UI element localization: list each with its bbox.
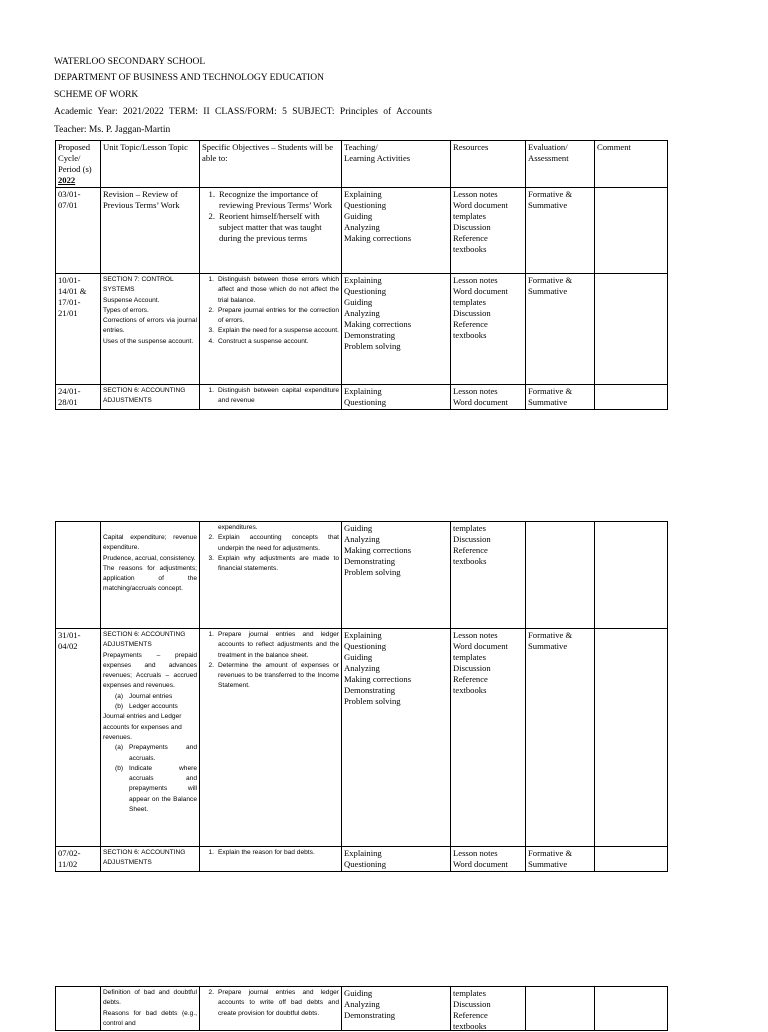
section-title: SECTION 6: ACCOUNTING ADJUSTMENTS: [103, 631, 186, 649]
evaluation-cell: Formative & Summative: [526, 274, 595, 385]
evaluation-cell: Formative & Summative: [526, 847, 595, 872]
resources-cell: templates Discussion Reference textbooks: [451, 987, 526, 1031]
topic-subitem: (a) Prepayments and accruals.: [115, 744, 197, 762]
period-cell: 31/01- 04/02: [56, 629, 101, 847]
col-evaluation-header: Evaluation/ Assessment: [526, 141, 595, 188]
col-comment-header: Comment: [595, 141, 668, 188]
table-row: [56, 188, 668, 274]
section-title: SECTION 6: ACCOUNTING ADJUSTMENTS: [103, 849, 186, 867]
evaluation-cell: Formative & Summative: [526, 385, 595, 410]
table-row: [56, 847, 668, 872]
period-cell: [56, 987, 101, 1031]
activities-cell: Explaining Questioning Guiding Analyzing Making corrections Demonstrating Problem solving: [342, 274, 451, 385]
department-name: DEPARTMENT OF BUSINESS AND TECHNOLOGY EDUCATION: [54, 73, 324, 83]
topic-cell: Revision – Review of Previous Terms’ Work: [101, 188, 200, 274]
table-row: [56, 629, 668, 847]
topic-cell: [101, 385, 200, 410]
objective-item: 1. Recognize the importance of reviewing Previous Terms’ Work: [208, 189, 333, 210]
objectives-cell: [200, 987, 342, 1031]
scheme-table-page3: [55, 986, 668, 1031]
period-cell: 24/01- 28/01: [56, 385, 101, 410]
topic-subitem: (b) Indicate where accruals and prepayments will appear on the Balance Sheet.: [115, 764, 197, 814]
comment-cell: [595, 847, 668, 872]
resources-cell: Lesson notes Word document templates Discussion Reference textbooks: [451, 188, 526, 274]
col-resources-header: Resources: [451, 141, 526, 188]
objective-item: 2. Prepare journal entries and ledger accounts to write off bad debts and create provision for doubtful debts.: [208, 989, 339, 1017]
comment-cell: [595, 385, 668, 410]
topic-cell: [101, 847, 200, 872]
objective-item: 2. Reorient himself/herself with subject matter that was taught during the previous terms: [208, 211, 322, 243]
activities-cell: Explaining Questioning: [342, 847, 451, 872]
resources-cell: Lesson notes Word document templates Discussion Reference textbooks: [451, 274, 526, 385]
period-cell: 03/01- 07/01: [56, 188, 101, 274]
teacher-line: Teacher: Ms. P. Jaggan-Martin: [54, 125, 171, 135]
evaluation-cell: [526, 987, 595, 1031]
table-row: [56, 522, 668, 629]
objective-item: 4. Construct a suspense account.: [208, 337, 309, 345]
topic-cell: SECTION 6: ACCOUNTING ADJUSTMENTS Prepayments – prepaid expenses and advances revenues; Accruals – accrued expenses and revenues. (a) Journal entries (b) Ledger accounts Journal entries and Ledger accounts for expenses and revenues. (a) Prepayments and accruals. (b) Indicate where accruals and prepayments will appear on the Balance Sheet.: [101, 629, 200, 847]
activities-cell: Explaining Questioning Guiding Analyzing Making corrections: [342, 188, 451, 274]
objective-item: 2. Prepare journal entries for the correction of errors.: [208, 306, 339, 325]
school-name: WATERLOO SECONDARY SCHOOL: [54, 57, 206, 67]
activities-cell: Guiding Analyzing Demonstrating: [342, 987, 451, 1031]
table-row: [56, 274, 668, 385]
evaluation-cell: Formative & Summative: [526, 188, 595, 274]
topic-subitem: (b) Ledger accounts: [115, 703, 178, 711]
resources-cell: templates Discussion Reference textbooks: [451, 522, 526, 629]
objective-item: 2. Determine the amount of expenses or revenues to be transferred to the Income Statement.: [208, 661, 339, 690]
evaluation-cell: [526, 522, 595, 629]
document-title: SCHEME OF WORK: [54, 90, 139, 100]
activities-cell: Explaining Questioning: [342, 385, 451, 410]
activities-cell: Explaining Questioning Guiding Analyzing Making corrections Demonstrating Problem solving: [342, 629, 451, 847]
period-cell: [56, 522, 101, 629]
scheme-table-page1: [55, 140, 668, 410]
comment-cell: [595, 522, 668, 629]
objectives-cell: [200, 847, 342, 872]
resources-cell: Lesson notes Word document: [451, 847, 526, 872]
resources-cell: Lesson notes Word document templates Discussion Reference textbooks: [451, 629, 526, 847]
objectives-cell: [200, 385, 342, 410]
col-period-header: Proposed Cycle/ Period (s) 2022: [56, 141, 101, 188]
table-row: [56, 987, 668, 1031]
comment-cell: [595, 629, 668, 847]
year-label: 2022: [58, 175, 76, 185]
evaluation-cell: Formative & Summative: [526, 629, 595, 847]
objective-item: 1. Distinguish between capital expenditure and revenue: [208, 387, 339, 405]
scheme-table-page2: [55, 521, 668, 872]
comment-cell: [595, 987, 668, 1031]
topic-subitem: (a) Journal entries: [115, 692, 173, 700]
objectives-cell: [200, 188, 342, 274]
col-topic-header: Unit Topic/Lesson Topic: [101, 141, 200, 188]
comment-cell: [595, 188, 668, 274]
objective-item: 2. Explain accounting concepts that underpin the need for adjustments.: [208, 534, 339, 552]
period-cell: 07/02- 11/02: [56, 847, 101, 872]
comment-cell: [595, 274, 668, 385]
resources-cell: Lesson notes Word document: [451, 385, 526, 410]
objective-item: 3. Explain why adjustments are made to financial statements.: [208, 554, 339, 573]
topic-cell: Definition of bad and doubtful debts. Reasons for bad debts (e.g., control and: [101, 987, 200, 1031]
objectives-cell: expenditures. 2. Explain accounting concepts that underpin the need for adjustments. 3. Explain why adjustments are made to financial statements.: [200, 522, 342, 629]
table-header-row: [56, 141, 668, 188]
academic-meta-line: Academic Year: 2021/2022 TERM: II CLASS/FORM: 5 SUBJECT: Principles of Accounts: [54, 107, 432, 117]
objective-item: 3. Explain the need for a suspense account.: [208, 327, 339, 335]
col-objectives-header: Specific Objectives – Students will be able to:: [200, 141, 342, 188]
table-row: [56, 385, 668, 410]
activities-cell: Guiding Analyzing Making corrections Demonstrating Problem solving: [342, 522, 451, 629]
objective-item: 1. Prepare journal entries and ledger accounts to reflect adjustments and the treatment in the balance sheet.: [208, 631, 339, 659]
objective-item: 1. Explain the reason for bad debts.: [208, 849, 315, 856]
col-activities-header: Teaching/ Learning Activities: [342, 141, 451, 188]
topic-cell: SECTION 7: CONTROL SYSTEMS Suspense Account. Types of errors. Corrections of errors via journal entries. Uses of the suspense account.: [101, 274, 200, 385]
period-cell: 10/01- 14/01 & 17/01- 21/01: [56, 274, 101, 385]
objectives-cell: [200, 274, 342, 385]
section-title: SECTION 6: ACCOUNTING ADJUSTMENTS: [103, 387, 186, 405]
objectives-cell: [200, 629, 342, 847]
section-title: SECTION 7: CONTROL SYSTEMS: [103, 276, 174, 294]
topic-cell: Capital expenditure; revenue expenditure. Prudence, accrual, consistency. The reasons for adjustments; application of the matching/accruals concept.: [101, 522, 200, 629]
objective-item: 1. Distinguish between those errors which affect and those which do not affect the trial balance.: [208, 276, 339, 304]
